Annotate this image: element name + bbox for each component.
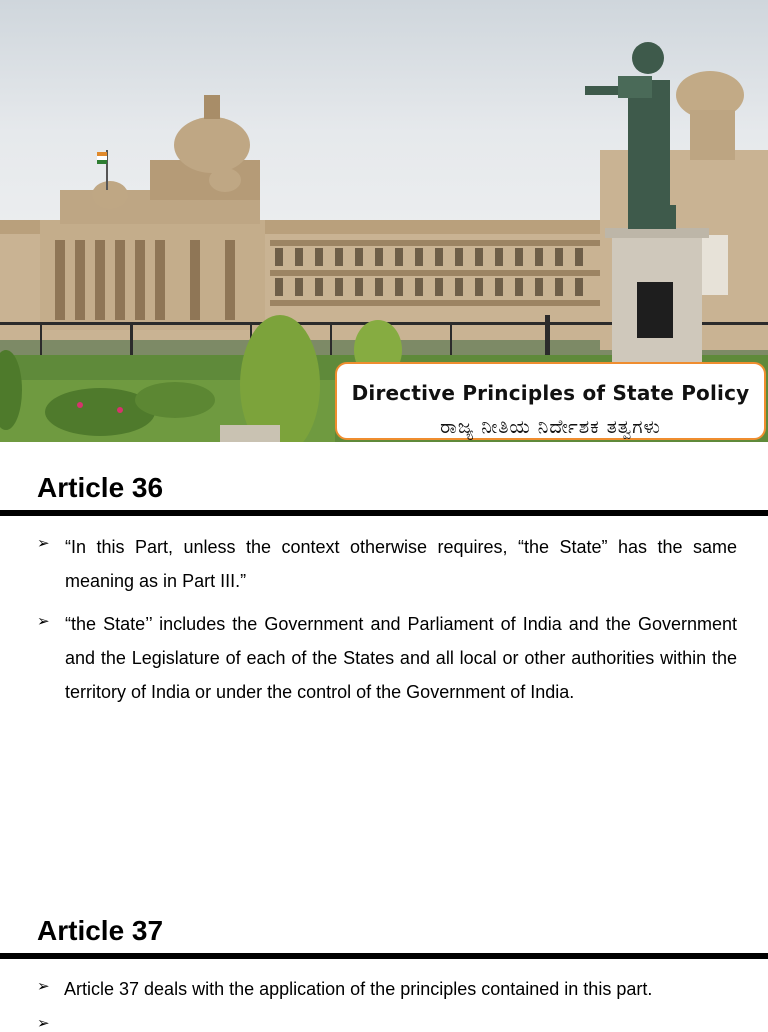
section-heading: Article 37 (37, 915, 164, 946)
hero-photo (0, 0, 768, 442)
section-divider (0, 510, 768, 516)
arrow-bullet-icon: ➢ (37, 535, 50, 552)
banner-subtitle-kannada: ರಾಜ್ಯ ನೀತಿಯ ನಿರ್ದೇಶಕ ತತ್ವಗಳು (440, 416, 661, 438)
list-item: Article 37 deals with the application of the principles contained in this part. (64, 979, 653, 999)
arrow-bullet-icon: ➢ (37, 978, 50, 995)
title-card (335, 362, 766, 440)
banner-title: Directive Principles of State Policy (351, 381, 750, 405)
arrow-bullet-icon: ➢ (37, 613, 50, 630)
section-divider (0, 953, 768, 959)
arrow-bullet-icon: ➢ (37, 1015, 50, 1032)
list-item: “the State’’ includes the Government and Parliament of India and the Government and the Legislature of each of the States and all local or other authorities within the territory of India or under the control of the Government of India. (65, 614, 737, 702)
list-item: “In this Part, unless the context otherwise requires, “the State” has the same meaning as in Part III.” (65, 537, 737, 591)
section-heading: Article 36 (37, 472, 164, 503)
